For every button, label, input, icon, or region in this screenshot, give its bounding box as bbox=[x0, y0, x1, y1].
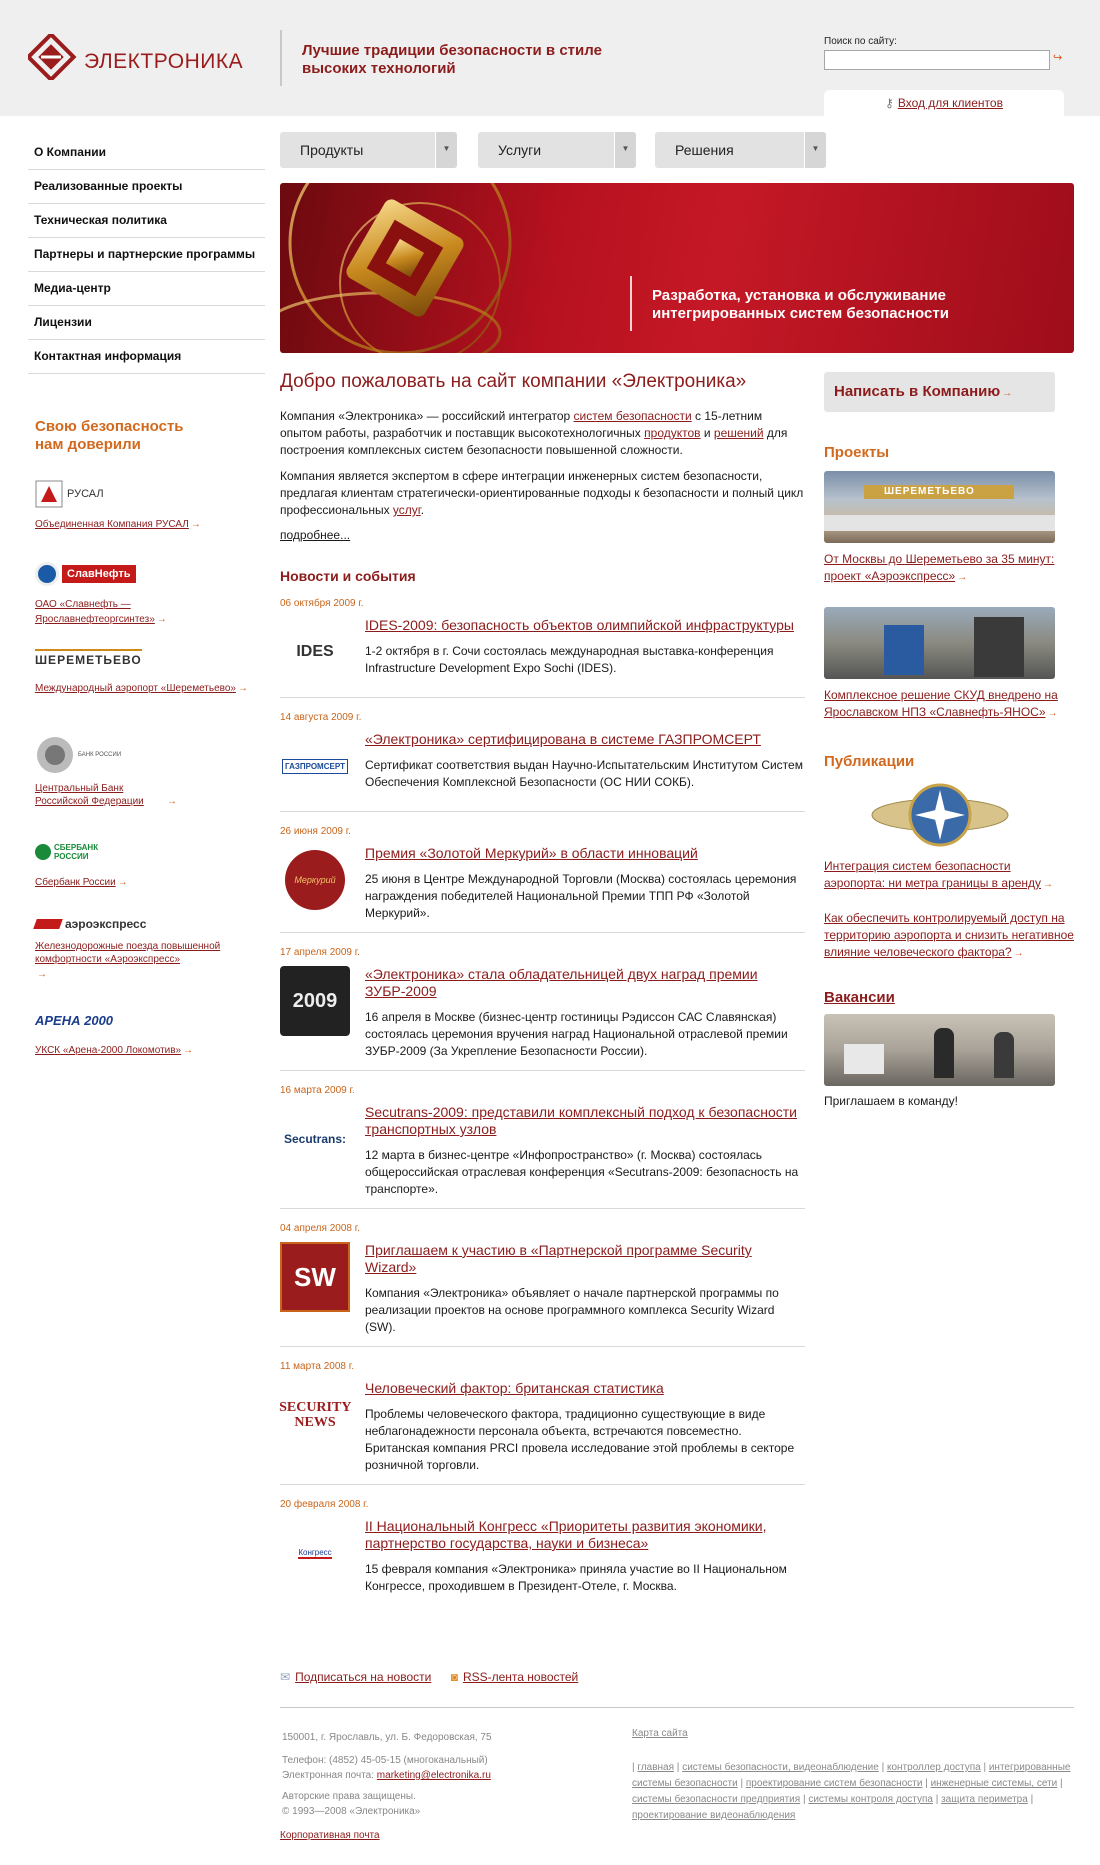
banner-divider bbox=[630, 276, 632, 331]
news-text: Компания «Электроника» объявляет о начале партнерской программы по реализации проектов на основе программного комплекса Security Wizard (SW). bbox=[365, 1286, 779, 1334]
link-services[interactable]: услуг bbox=[392, 503, 421, 517]
aeroexpress-logo bbox=[35, 912, 255, 936]
project2-link[interactable]: Комплексное решение СКУД внедрено на Ярославском НПЗ «Славнефть-ЯНОС» bbox=[824, 688, 1058, 719]
nav-item-about[interactable]: О Компании bbox=[28, 136, 265, 170]
footer-link[interactable]: интегрированные системы безопасности bbox=[632, 1762, 1071, 1789]
footer-email-line bbox=[282, 1768, 582, 1783]
news-item bbox=[280, 826, 805, 933]
rusal-logo-text: РУСАЛ bbox=[67, 488, 104, 500]
arena-logo bbox=[35, 1002, 255, 1038]
page-title: Добро пожаловать на сайт компании «Электроника» bbox=[280, 371, 747, 392]
news-thumb-gazpromsert[interactable] bbox=[280, 731, 350, 801]
news-thumb-zubr[interactable] bbox=[280, 966, 350, 1036]
news-date: 26 июня 2009 г. bbox=[280, 826, 351, 837]
write-to-company-button[interactable] bbox=[824, 372, 1055, 412]
sheremetyevo-logo bbox=[35, 640, 255, 676]
tab-products-label: Продукты bbox=[300, 142, 364, 158]
logo-text[interactable]: ЭЛЕКТРОНИКА bbox=[84, 50, 244, 73]
arrow-icon: → bbox=[156, 614, 167, 625]
sberbank-logo bbox=[35, 834, 255, 870]
tab-services[interactable] bbox=[478, 132, 636, 168]
chevron-down-icon[interactable]: ▼ bbox=[804, 132, 826, 168]
intro-paragraph-2 bbox=[280, 468, 805, 519]
arrow-icon: → bbox=[1002, 388, 1013, 399]
news-text: 1-2 октября в г. Сочи состоялась международная выставка-конференция Infrastructure Development Expo Sochi (IDES). bbox=[365, 644, 774, 675]
publication-image[interactable] bbox=[824, 780, 1055, 850]
vacancies-image[interactable] bbox=[824, 1014, 1055, 1086]
p1-text-b: с 15-летним опытом работы, разработчик и поставщик высокотехнологичных bbox=[280, 409, 763, 440]
news-thumb-congress[interactable] bbox=[280, 1518, 350, 1588]
header bbox=[0, 0, 1100, 116]
arrow-icon: → bbox=[167, 796, 177, 807]
turnstile bbox=[884, 625, 924, 675]
partner-sheremetyevo[interactable] bbox=[35, 640, 255, 695]
news-text: 16 апреля в Москве (бизнес-центр гостиницы Рэдиссон САС Славянская) состоялась церемония вручения наград Национальной отраслевой премии ЗУБР-2009 (За Укрепление Безопасности России). bbox=[365, 1010, 788, 1058]
news-thumb-security-wizard[interactable] bbox=[280, 1242, 350, 1312]
trust-title: Свою безопасность нам доверили bbox=[35, 418, 184, 453]
arrow-icon: → bbox=[117, 877, 128, 888]
tab-services-label: Услуги bbox=[498, 142, 542, 158]
subscribe-bar bbox=[280, 1670, 578, 1684]
nav-item-media[interactable]: Медиа-центр bbox=[28, 272, 265, 306]
partner-link-arena[interactable]: УКСК «Арена-2000 Локомотив» bbox=[35, 1045, 182, 1056]
footer-sitemap-link[interactable]: Карта сайта bbox=[632, 1728, 688, 1739]
monitor bbox=[844, 1044, 884, 1074]
tab-solutions[interactable] bbox=[655, 132, 826, 168]
aeroexpress-logo-text: аэроэкспресс bbox=[65, 917, 147, 931]
search-input[interactable] bbox=[824, 50, 1050, 70]
train bbox=[824, 515, 1055, 531]
footer-link[interactable]: системы безопасности предприятия bbox=[632, 1794, 801, 1805]
arrow-icon: → bbox=[1013, 948, 1024, 959]
news-text: 15 февраля компания «Электроника» приняла участие во II Национальном Конгрессе, проходившем в Президент-Отеле, г. Москва. bbox=[365, 1562, 787, 1593]
slavneft-logo bbox=[35, 556, 255, 592]
news-title-link[interactable]: II Национальный Конгресс «Приоритеты развития экономики, партнерство государства, науки и бизнеса» bbox=[365, 1518, 767, 1551]
nav-item-tech-policy[interactable]: Техническая политика bbox=[28, 204, 265, 238]
news-title-link[interactable]: Премия «Золотой Меркурий» в области инноваций bbox=[365, 845, 698, 861]
rss-icon: ◙ bbox=[450, 1670, 458, 1684]
subscribe-link[interactable]: Подписаться на новости bbox=[295, 1670, 432, 1684]
search-go-arrow-icon[interactable]: ↪ bbox=[1053, 52, 1063, 64]
cbr-logo bbox=[35, 732, 255, 778]
eagle-emblem-icon bbox=[35, 735, 75, 775]
news-section-title: Новости и события bbox=[280, 568, 416, 584]
rss-link[interactable]: RSS-лента новостей bbox=[462, 1670, 579, 1684]
key-icon: ⚷ bbox=[885, 96, 894, 110]
nav-item-licenses[interactable]: Лицензии bbox=[28, 306, 265, 340]
news-date: 16 марта 2009 г. bbox=[280, 1085, 355, 1096]
arrow-icon: → bbox=[957, 572, 968, 583]
news-text: 25 июня в Центре Международной Торговли (Москва) состоялась церемония награждения победителей Национальной Премии ТПП РФ «Золотой Меркурий». bbox=[365, 872, 797, 920]
sberbank-logo-text: СБЕРБАНК РОССИИ bbox=[54, 843, 99, 861]
news-text: Проблемы человеческого фактора, традиционно существующие в виде неблагонадежности персонала объекта, встречаются повсеместно. Британская компания PRCI провела исследование этой проблемы в секторе розничной торговли. bbox=[365, 1407, 795, 1472]
news-date: 17 апреля 2009 г. bbox=[280, 947, 360, 958]
arrow-icon: → bbox=[183, 1045, 194, 1056]
client-login-tab[interactable] bbox=[824, 90, 1064, 116]
news-item bbox=[280, 1223, 805, 1347]
footer-link[interactable]: проектирование систем безопасности bbox=[745, 1778, 923, 1789]
news-thumb-secutrans[interactable] bbox=[280, 1104, 350, 1174]
more-link[interactable]: подробнее... bbox=[280, 528, 351, 542]
p2-text-b: . bbox=[420, 503, 425, 517]
news-text: Сертификат соответствия выдан Научно-Испытательским Институтом Систем Обеспечения Комплексной Безопасности (ОС НИИ СОКБ). bbox=[365, 758, 803, 789]
partner-sberbank[interactable] bbox=[35, 834, 255, 889]
project1-link[interactable]: От Москвы до Шереметьево за 35 минут: проект «Аэроэкспресс» bbox=[824, 552, 1055, 583]
footer-phone: Телефон: (4852) 45-05-15 (многоканальный) bbox=[282, 1755, 488, 1766]
publication2-link[interactable]: Как обеспечить контролируемый доступ на территорию аэропорта и снизить негативное влияние человеческого фактора? bbox=[824, 911, 1074, 959]
news-text: 12 марта в бизнес-центре «Инфопространство» (г. Москва) состоялась общероссийская отраслевая конференция «Secutrans-2009: безопасность на транспорте». bbox=[365, 1148, 799, 1196]
news-title-link[interactable]: Человеческий фактор: британская статистика bbox=[365, 1380, 664, 1396]
publications-title: Публикации bbox=[824, 753, 915, 770]
footer-link[interactable]: главная bbox=[637, 1762, 675, 1773]
slavneft-circle-icon bbox=[35, 562, 59, 586]
news-date: 14 августа 2009 г. bbox=[280, 712, 362, 723]
project2-image[interactable] bbox=[824, 607, 1055, 679]
footer-contacts bbox=[282, 1730, 582, 1819]
vacancies-text: Приглашаем в команду! bbox=[824, 1094, 959, 1108]
footer-link[interactable]: системы безопасности, видеонаблюдение bbox=[682, 1762, 879, 1773]
project1-image[interactable] bbox=[824, 471, 1055, 543]
right-column bbox=[824, 372, 1074, 1108]
partner-slavneft[interactable] bbox=[35, 556, 255, 626]
p2-text-a: Компания является экспертом в сфере интеграции инженерных систем безопасности, предлагая клиентам стратегически-ориентированные подходы к безопасности и полный цикл профессиональных bbox=[280, 469, 804, 517]
p1-text-a: Компания «Электроника» — российский интегратор bbox=[280, 409, 574, 423]
left-nav bbox=[28, 136, 265, 374]
partner-link-aeroexpress[interactable]: Железнодорожные поезда повышенной комфортности «Аэроэкспресс» bbox=[35, 941, 221, 965]
partner-link-rusal[interactable]: Объединенная Компания РУСАЛ bbox=[35, 519, 189, 530]
cbr-logo-text: БАНК РОССИИ bbox=[78, 752, 122, 758]
ides-logo-text: IDES bbox=[296, 643, 334, 660]
write-label: Написать в Компанию bbox=[834, 383, 1001, 400]
mercury-logo-text: Меркурий bbox=[285, 850, 345, 910]
partner-link-sheremetyevo[interactable]: Международный аэропорт «Шереметьево» bbox=[35, 683, 236, 694]
slavneft-logo-text: СлавНефть bbox=[62, 565, 136, 583]
partner-link-slavneft[interactable]: ОАО «Славнефть — Ярославнефтеоргсинтез» bbox=[35, 599, 155, 625]
partner-link-cbr[interactable]: Центральный Банк Российской Федерации bbox=[35, 783, 144, 807]
arrow-icon: → bbox=[190, 519, 201, 530]
news-item bbox=[280, 712, 805, 812]
link-products[interactable]: продуктов bbox=[644, 426, 701, 440]
projects-title: Проекты bbox=[824, 444, 890, 461]
tab-solutions-label: Решения bbox=[675, 142, 734, 158]
chevron-down-icon[interactable]: ▼ bbox=[435, 132, 457, 168]
footer-links: Карта сайта | главная | системы безопасности, видеонаблюдение | контроллер доступа | интегрированные системы безопасности | проектирование систем безопасности | инженерные системы, сети | системы безопасности предприятия | системы контроля доступа | защита периметра | проектирование видеонаблюдения bbox=[632, 1728, 1071, 1821]
news-item bbox=[280, 947, 805, 1071]
security-news-logo-text: SECURITY NEWS bbox=[279, 1400, 352, 1430]
link-solutions[interactable]: решений bbox=[713, 426, 764, 440]
arena-logo-text: АРЕНА 2000 bbox=[35, 1012, 114, 1028]
partner-arena[interactable] bbox=[35, 1002, 255, 1057]
news-thumb-ides[interactable] bbox=[280, 617, 350, 687]
gazpromsert-logo-text: ГАЗПРОМСЕРТ bbox=[282, 759, 348, 774]
news-date: 11 марта 2008 г. bbox=[280, 1361, 354, 1372]
footer-link[interactable]: инженерные системы, сети bbox=[930, 1778, 1058, 1789]
news-item bbox=[280, 1361, 805, 1485]
p1-text-d: для построения комплексных систем безопасности повышенной сложности. bbox=[280, 426, 788, 457]
footer-link[interactable]: защита периметра bbox=[941, 1794, 1028, 1805]
news-title-link[interactable]: Приглашаем к участию в «Партнерской программе Security Wizard» bbox=[365, 1242, 752, 1275]
client-login-link[interactable]: Вход для клиентов bbox=[897, 96, 1003, 110]
corporate-mail-link[interactable]: Корпоративная почта bbox=[280, 1830, 380, 1841]
banner-text: Разработка, установка и обслуживание интегрированных систем безопасности bbox=[652, 287, 949, 322]
footer-address: 150001, г. Ярославль, ул. Б. Федоровская, 75 bbox=[282, 1732, 492, 1743]
footer-copyright: © 1993—2008 «Электроника» bbox=[282, 1806, 421, 1817]
arrow-icon: → bbox=[1043, 879, 1054, 890]
arrow-icon: → bbox=[37, 969, 47, 980]
footer-divider bbox=[280, 1707, 1074, 1708]
footer-link[interactable]: контроллер доступа bbox=[886, 1762, 981, 1773]
partner-rusal[interactable] bbox=[35, 476, 255, 531]
news-item bbox=[280, 1085, 805, 1209]
main-content bbox=[280, 370, 805, 1619]
banner-emblem-icon bbox=[280, 183, 1074, 353]
nav-item-contacts[interactable]: Контактная информация bbox=[28, 340, 265, 374]
sw-logo-text: SW bbox=[294, 1261, 336, 1292]
news-title-link[interactable]: IDES-2009: безопасность объектов олимпийской инфраструктуры bbox=[365, 617, 794, 633]
arrow-icon: → bbox=[1047, 708, 1058, 719]
news-thumb-security-news[interactable] bbox=[280, 1380, 350, 1450]
zubr-logo-text: 2009 bbox=[292, 989, 338, 1012]
tab-products[interactable] bbox=[280, 132, 457, 168]
secutrans-logo-text: Secutrans: bbox=[283, 1132, 347, 1146]
sberbank-icon bbox=[35, 844, 51, 860]
news-title-link[interactable]: «Электроника» сертифицирована в системе ГАЗПРОМСЕРТ bbox=[365, 731, 761, 747]
footer-link[interactable]: системы контроля доступа bbox=[808, 1794, 933, 1805]
project1-image-caption: ШЕРЕМЕТЬЕВО bbox=[884, 486, 975, 497]
footer-email-link[interactable]: marketing@electronika.ru bbox=[376, 1770, 491, 1781]
person bbox=[994, 1032, 1014, 1078]
vacancies-title[interactable]: Вакансии bbox=[824, 989, 895, 1006]
news-title-link[interactable]: «Электроника» стала обладательницей двух наград премии ЗУБР-2009 bbox=[365, 966, 758, 999]
footer-rights: Авторские права защищены. bbox=[282, 1791, 416, 1802]
footer-email-label: Электронная почта: bbox=[282, 1770, 377, 1781]
header-divider bbox=[280, 30, 282, 86]
rusal-logo-icon bbox=[35, 480, 63, 508]
news-date: 04 апреля 2008 г. bbox=[280, 1223, 360, 1234]
news-date: 20 февраля 2008 г. bbox=[280, 1499, 369, 1510]
news-date: 06 октября 2009 г. bbox=[280, 598, 364, 609]
partner-cbr[interactable] bbox=[35, 732, 255, 808]
publication1-link[interactable]: Интеграция систем безопасности аэропорта: ни метра границы в аренду bbox=[824, 859, 1042, 890]
footer-link[interactable]: проектирование видеонаблюдения bbox=[632, 1810, 796, 1821]
aeroexpress-icon bbox=[33, 919, 63, 929]
news-thumb-mercury[interactable] bbox=[280, 845, 350, 915]
arrow-icon: → bbox=[237, 683, 248, 694]
news-item bbox=[280, 598, 805, 698]
nav-item-projects[interactable]: Реализованные проекты bbox=[28, 170, 265, 204]
envelope-icon: ✉ bbox=[280, 1670, 291, 1684]
search-label: Поиск по сайту: bbox=[824, 36, 897, 47]
p1-text-c: и bbox=[700, 426, 714, 440]
partner-link-sberbank[interactable]: Сбербанк России bbox=[35, 877, 116, 888]
slogan: Лучшие традиции безопасности в стиле высоких технологий bbox=[302, 42, 602, 77]
sheremetyevo-logo-text: ШЕРЕМЕТЬЕВО bbox=[35, 649, 142, 667]
hero-banner bbox=[280, 183, 1074, 353]
congress-logo-text: Конгресс bbox=[298, 1547, 332, 1557]
chevron-down-icon[interactable]: ▼ bbox=[614, 132, 636, 168]
news-title-link[interactable]: Secutrans-2009: представили комплексный подход к безопасности транспортных узлов bbox=[365, 1104, 797, 1137]
intro-paragraph-1 bbox=[280, 408, 805, 459]
aviation-emblem-icon bbox=[870, 780, 1010, 850]
checkpoint bbox=[974, 617, 1024, 677]
nav-item-partners[interactable]: Партнеры и партнерские программы bbox=[28, 238, 265, 272]
rusal-logo bbox=[35, 476, 255, 512]
partner-aeroexpress[interactable] bbox=[35, 912, 255, 980]
link-security-systems[interactable]: систем безопасности bbox=[573, 409, 692, 423]
news-item bbox=[280, 1499, 805, 1605]
person bbox=[934, 1028, 954, 1078]
